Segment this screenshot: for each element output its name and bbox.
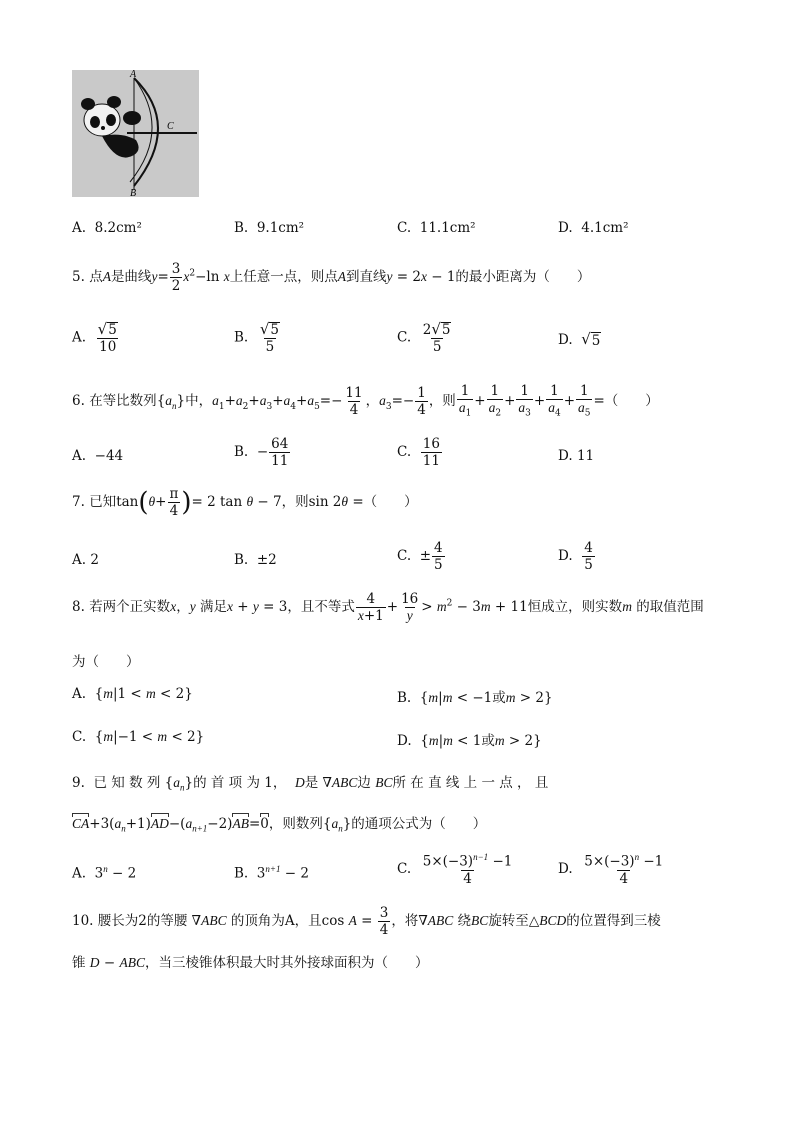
figure-label-b: B: [130, 188, 137, 197]
option-key: A.: [72, 686, 87, 702]
q8-text: 满足: [199, 599, 227, 616]
option-key: C.: [397, 548, 412, 565]
q10-text: 腰长为: [97, 913, 139, 930]
q8-stem-cont: [72, 650, 140, 670]
q5-option-c[interactable]: C. 2 √ 5 5: [397, 320, 451, 356]
option-value: 11.1cm²: [419, 220, 476, 236]
option-numerator: 4: [434, 540, 443, 556]
q10-text: ，当三棱锥体积最大时其外接球面积为（ ）: [144, 955, 429, 971]
q4-option-a[interactable]: [72, 220, 142, 236]
q9-option-d[interactable]: D. $\frac{5\times(-3)^n -1}{4}$: [558, 852, 664, 887]
question-number: 6.: [72, 393, 85, 410]
option-numerator: 5: [270, 322, 279, 338]
q5-text: 点: [89, 269, 103, 286]
q4-option-d[interactable]: [558, 220, 628, 236]
option-numerator: 5: [108, 322, 117, 338]
question-number: 5.: [72, 269, 85, 286]
option-sign: ±: [419, 548, 432, 565]
q6-option-c[interactable]: [397, 437, 443, 468]
option-value: ±2: [256, 552, 277, 568]
q7-option-c[interactable]: [397, 541, 446, 572]
option-denominator: 5: [584, 557, 593, 574]
option-key: B.: [234, 444, 249, 461]
option-value: 9.1cm²: [256, 220, 305, 236]
option-key: C.: [397, 220, 412, 236]
option-coefficient: 2: [422, 322, 432, 338]
q6-option-b[interactable]: [234, 437, 291, 468]
q5-option-a[interactable]: A. √ 5 10: [72, 320, 117, 356]
q9-option-b[interactable]: B. $3^{n+1} - 2$: [234, 864, 309, 882]
q8-text: 的取值范围: [636, 599, 704, 616]
q5-option-d[interactable]: D. √ 5: [558, 330, 601, 349]
figure-label-a: A: [130, 70, 137, 80]
q4-option-b[interactable]: [234, 220, 304, 236]
q10-text: 锥: [72, 955, 86, 971]
option-key: B.: [234, 220, 249, 236]
option-value: 4.1cm²: [581, 220, 629, 236]
option-key: A.: [72, 552, 87, 568]
q9-option-a[interactable]: A. $3^n - 2$: [72, 864, 137, 882]
option-key: D.: [558, 332, 573, 348]
option-value: 8.2cm²: [94, 220, 142, 236]
q9-text: 已 知 数 列: [93, 775, 161, 791]
q8-option-d[interactable]: D. {m|m < 1或m > 2}: [397, 733, 542, 749]
q9-option-c[interactable]: C. $\frac{5\times(-3)^{n-1} -1}{4}$: [397, 852, 513, 887]
q7-option-a[interactable]: [72, 552, 99, 568]
option-numerator: 64: [271, 436, 289, 452]
q8-text: 若两个正实数: [89, 599, 171, 616]
q10-text: 绕: [457, 913, 472, 930]
option-key: D.: [558, 860, 573, 877]
q7-text: ，则: [281, 494, 309, 511]
option-key: D.: [558, 220, 573, 236]
q9-stem-cont: $CA+3(a_n+1)AD-(a_{n+1}-2)AB=0$，则数列$\{a_n\}$的通项公式为（ ）: [72, 816, 487, 834]
q8-stem: 8. 若两个正实数x，y 满足x + y = 3，且不等式 $\frac{4}{x+1}$ + $\frac{16}{y}$ > $m^2 - 3m + 11$恒成立，则实数m 的取值范围: [72, 591, 704, 625]
q10-text: ，将: [391, 913, 419, 930]
q9-stem: 9. 已 知 数 列 $\{a_n\}$的 首 项 为 1， D是 ∇ABC边 BC所 在 直 线 上 一 点 ， 且: [72, 775, 549, 793]
option-denominator: 11: [271, 453, 289, 470]
option-key: B.: [234, 552, 249, 568]
q10-text: 的等腰: [146, 913, 188, 930]
q6-text: 在等比数列: [89, 393, 157, 410]
q7-option-b[interactable]: [234, 552, 277, 568]
question-number: 10.: [72, 913, 94, 930]
q8-option-b[interactable]: B. {m|m < −1或m > 2}: [397, 690, 553, 706]
option-key: B.: [234, 865, 249, 882]
option-numerator: 4: [584, 540, 593, 556]
q5-text: 是曲线: [110, 269, 152, 286]
option-sign: −: [256, 444, 269, 461]
q6-text: 中，: [185, 393, 213, 410]
q7-option-d[interactable]: [558, 541, 596, 572]
option-key: D.: [397, 733, 412, 749]
option-key: A.: [72, 329, 87, 346]
option-denominator: 5: [434, 557, 443, 574]
q8-option-a[interactable]: A. {m|1 < m < 2}: [72, 686, 193, 702]
question-number: 8.: [72, 599, 85, 616]
option-key: A.: [72, 865, 87, 882]
option-key: C.: [397, 860, 412, 877]
q7-text: 已知: [89, 494, 117, 511]
q6-option-d[interactable]: [558, 448, 594, 464]
q8-option-c[interactable]: C. {m|−1 < m < 2}: [72, 729, 205, 745]
option-numerator: 5: [441, 322, 451, 338]
q6-text: ，则: [428, 393, 456, 410]
q5-text: 上任意一点，则点: [229, 269, 338, 286]
option-denominator: 5: [265, 339, 275, 356]
q9-text: 是: [304, 775, 319, 791]
q5-stem: 5. 点A是曲线y= $\frac{3}{2}$ $x^2-\ln$ x上任意一点，则点A到直线y = 2x − 1的最小距离为（ ）: [72, 261, 591, 295]
q10-text: 的位置得到三棱: [566, 913, 661, 930]
q7-text: （ ）: [363, 494, 418, 511]
option-or: 或: [492, 690, 506, 706]
q6-text: ，: [365, 393, 380, 410]
question-number: 9.: [72, 775, 85, 791]
q5-option-b[interactable]: B. √ 5 5: [234, 320, 279, 356]
option-key: C.: [397, 444, 412, 461]
option-denominator: 10: [99, 339, 117, 356]
option-key: A.: [72, 448, 87, 464]
q6-option-a[interactable]: [72, 448, 123, 464]
q10-text: 的顶角为A，且: [230, 913, 322, 930]
question-number: 7.: [72, 494, 85, 511]
q9-text: 的 首 项 为 1，: [193, 775, 287, 791]
option-numerator: 16: [422, 436, 440, 452]
q6-stem: 6. 在等比数列$\{a_n\}$中，$a_1+a_2+a_3+a_4+a_5=-$ $\frac{11}{4}$ ，$a_3=-$ $\frac{1}{4}$ ，则 $\frac{1}{a_1}$ + $\frac{1}{a_2}$ + $\frac{1}{a_3}$ + $\frac{1}{a_4}$ + $\frac{1}{a_5}$ =（ ）: [72, 383, 659, 419]
q8-text: 恒成立，则实数: [527, 599, 623, 616]
option-key: C.: [397, 329, 412, 346]
q10-stem: 10. 腰长为2的等腰 ∇ABC 的顶角为A，且cos A = $\frac{3}{4}$ ，将∇ABC 绕BC旋转至△BCD的位置得到三棱: [72, 905, 661, 939]
option-key: A.: [72, 220, 87, 236]
q5-text: 的最小距离为（ ）: [455, 269, 591, 286]
option-denominator: 5: [432, 339, 442, 356]
option-key: D.: [558, 448, 573, 464]
panda-archer-figure: [72, 70, 199, 197]
q10-stem-cont: 锥 D − ABC，当三棱锥体积最大时其外接球面积为（ ）: [72, 955, 429, 971]
q9-text: 所 在 直 线 上 一 点 ， 且: [392, 775, 549, 791]
option-value: −44: [94, 448, 124, 464]
q8-text: ，且不等式: [287, 599, 355, 616]
option-key: B.: [397, 690, 412, 706]
option-key: C.: [72, 729, 87, 745]
option-key: D.: [558, 548, 573, 565]
q9-text: 的通项公式为（ ）: [351, 816, 487, 832]
q10-text: 2: [138, 913, 147, 930]
option-value: 5: [591, 333, 601, 349]
q6-text: （ ）: [604, 393, 659, 410]
q9-text: ，则数列: [268, 816, 323, 832]
option-value: 11: [576, 448, 595, 464]
point-a: A: [337, 269, 346, 285]
option-or: 或: [481, 733, 495, 749]
q4-option-c[interactable]: [397, 220, 476, 236]
q5-text: 到直线: [345, 269, 387, 286]
q9-text: 边: [357, 775, 371, 791]
q8-text: 为（ ）: [72, 654, 140, 670]
q7-stem: 7. 已知tan(θ+ $\frac{\pi}{4}$ )= 2 tan θ − 7，则sin 2θ =（ ）: [72, 486, 418, 520]
point-a: A: [102, 269, 111, 285]
figure-label-c: C: [167, 121, 174, 132]
option-denominator: 11: [422, 453, 440, 470]
q10-text: 旋转至: [488, 913, 529, 930]
option-key: B.: [234, 329, 249, 346]
option-value: 2: [90, 552, 99, 568]
